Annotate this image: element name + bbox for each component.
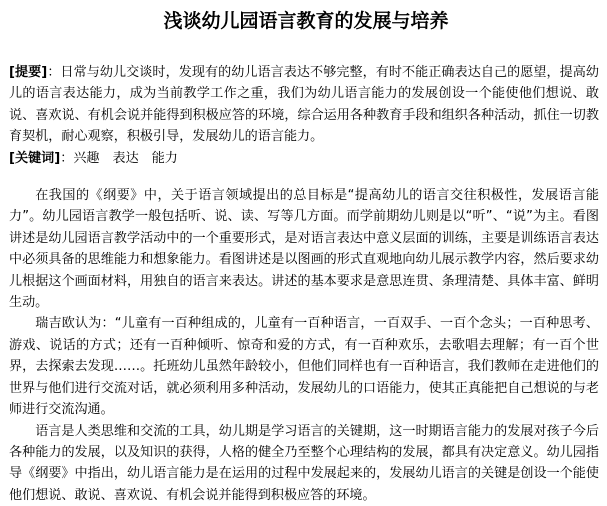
document-title: 浅谈幼儿园语言教育的发展与培养 xyxy=(9,6,599,36)
abstract-paragraph xyxy=(9,62,599,148)
keywords-label: [关键词] xyxy=(9,151,60,166)
body-paragraph: 语言是人类思维和交流的工具，幼儿期是学习语言的关键期，这一时期语言能力的发展对孩子今后各种能力的发展，以及知识的获得，人格的健全乃至整个心理结构的发展，都具有决定意义。幼儿园指导《纲要》中指出，幼儿语言能力是在运用的过程中发展起来的，发展幼儿语言的关键是创设一个能使他们想说、敢说、喜欢说、有机会说并能得到积极应答的环境。 xyxy=(9,421,599,506)
keyword: 兴趣 xyxy=(73,151,99,166)
body-paragraph: 瑞吉欧认为：“儿童有一百种组成的，儿童有一百种语言，一百双手、一百个念头；一百种思考、游戏、说话的方式；还有一百种倾听、惊奇和爱的方式，有一百种欢乐，去歌唱去理解；有一百个世界，去探索去发现……。托班幼儿虽然年龄较小，但他们同样也有一百种语言，我们教师在走进他们的世界与他们进行交流对话，就必须利用多种活动，发展幼儿的口语能力，使其正真能把自己想说的与老师进行交流沟通。 xyxy=(9,313,599,420)
keywords-colon: ： xyxy=(60,151,73,166)
abstract-label: [提要] xyxy=(9,65,47,80)
body-paragraph: 在我国的《纲要》中，关于语言领域提出的总目标是“提高幼儿的语言交往积极性，发展语言能力”。幼儿园语言教学一般包括听、说、读、写等几方面。而学前期幼儿则是以“听”、“说”为主。看图讲述是幼儿园语言教学活动中的一个重要形式，是对语言表达中意义层面的训练，主要是训练语言表达中必须具备的思维能力和想象能力。看图讲述是以图画的形式直观地向幼儿展示教学内容，然后要求幼儿根据这个画面材料，用独自的语言来表达。讲述的基本要求是意思连贯、条理清楚、具体丰富、鲜明生动。 xyxy=(9,185,599,313)
keywords-line xyxy=(9,148,599,169)
abstract-text: ：日常与幼儿交谈时，发现有的幼儿语言表达不够完整，有时不能正确表达自己的愿望，提高幼儿的语言表达能力，成为当前教学工作之重，我们为幼儿语言能力的发展创设一个能使他们想说、敢说、喜欢说、有机会说并能得到积极应答的环境，综合运用各种教育手段和组织各种活动，抓住一切教育契机，耐心观察，积极引导，发展幼儿的语言能力。 xyxy=(9,65,599,144)
keyword: 能力 xyxy=(152,151,178,166)
body-text xyxy=(9,185,599,506)
keyword: 表达 xyxy=(113,151,139,166)
